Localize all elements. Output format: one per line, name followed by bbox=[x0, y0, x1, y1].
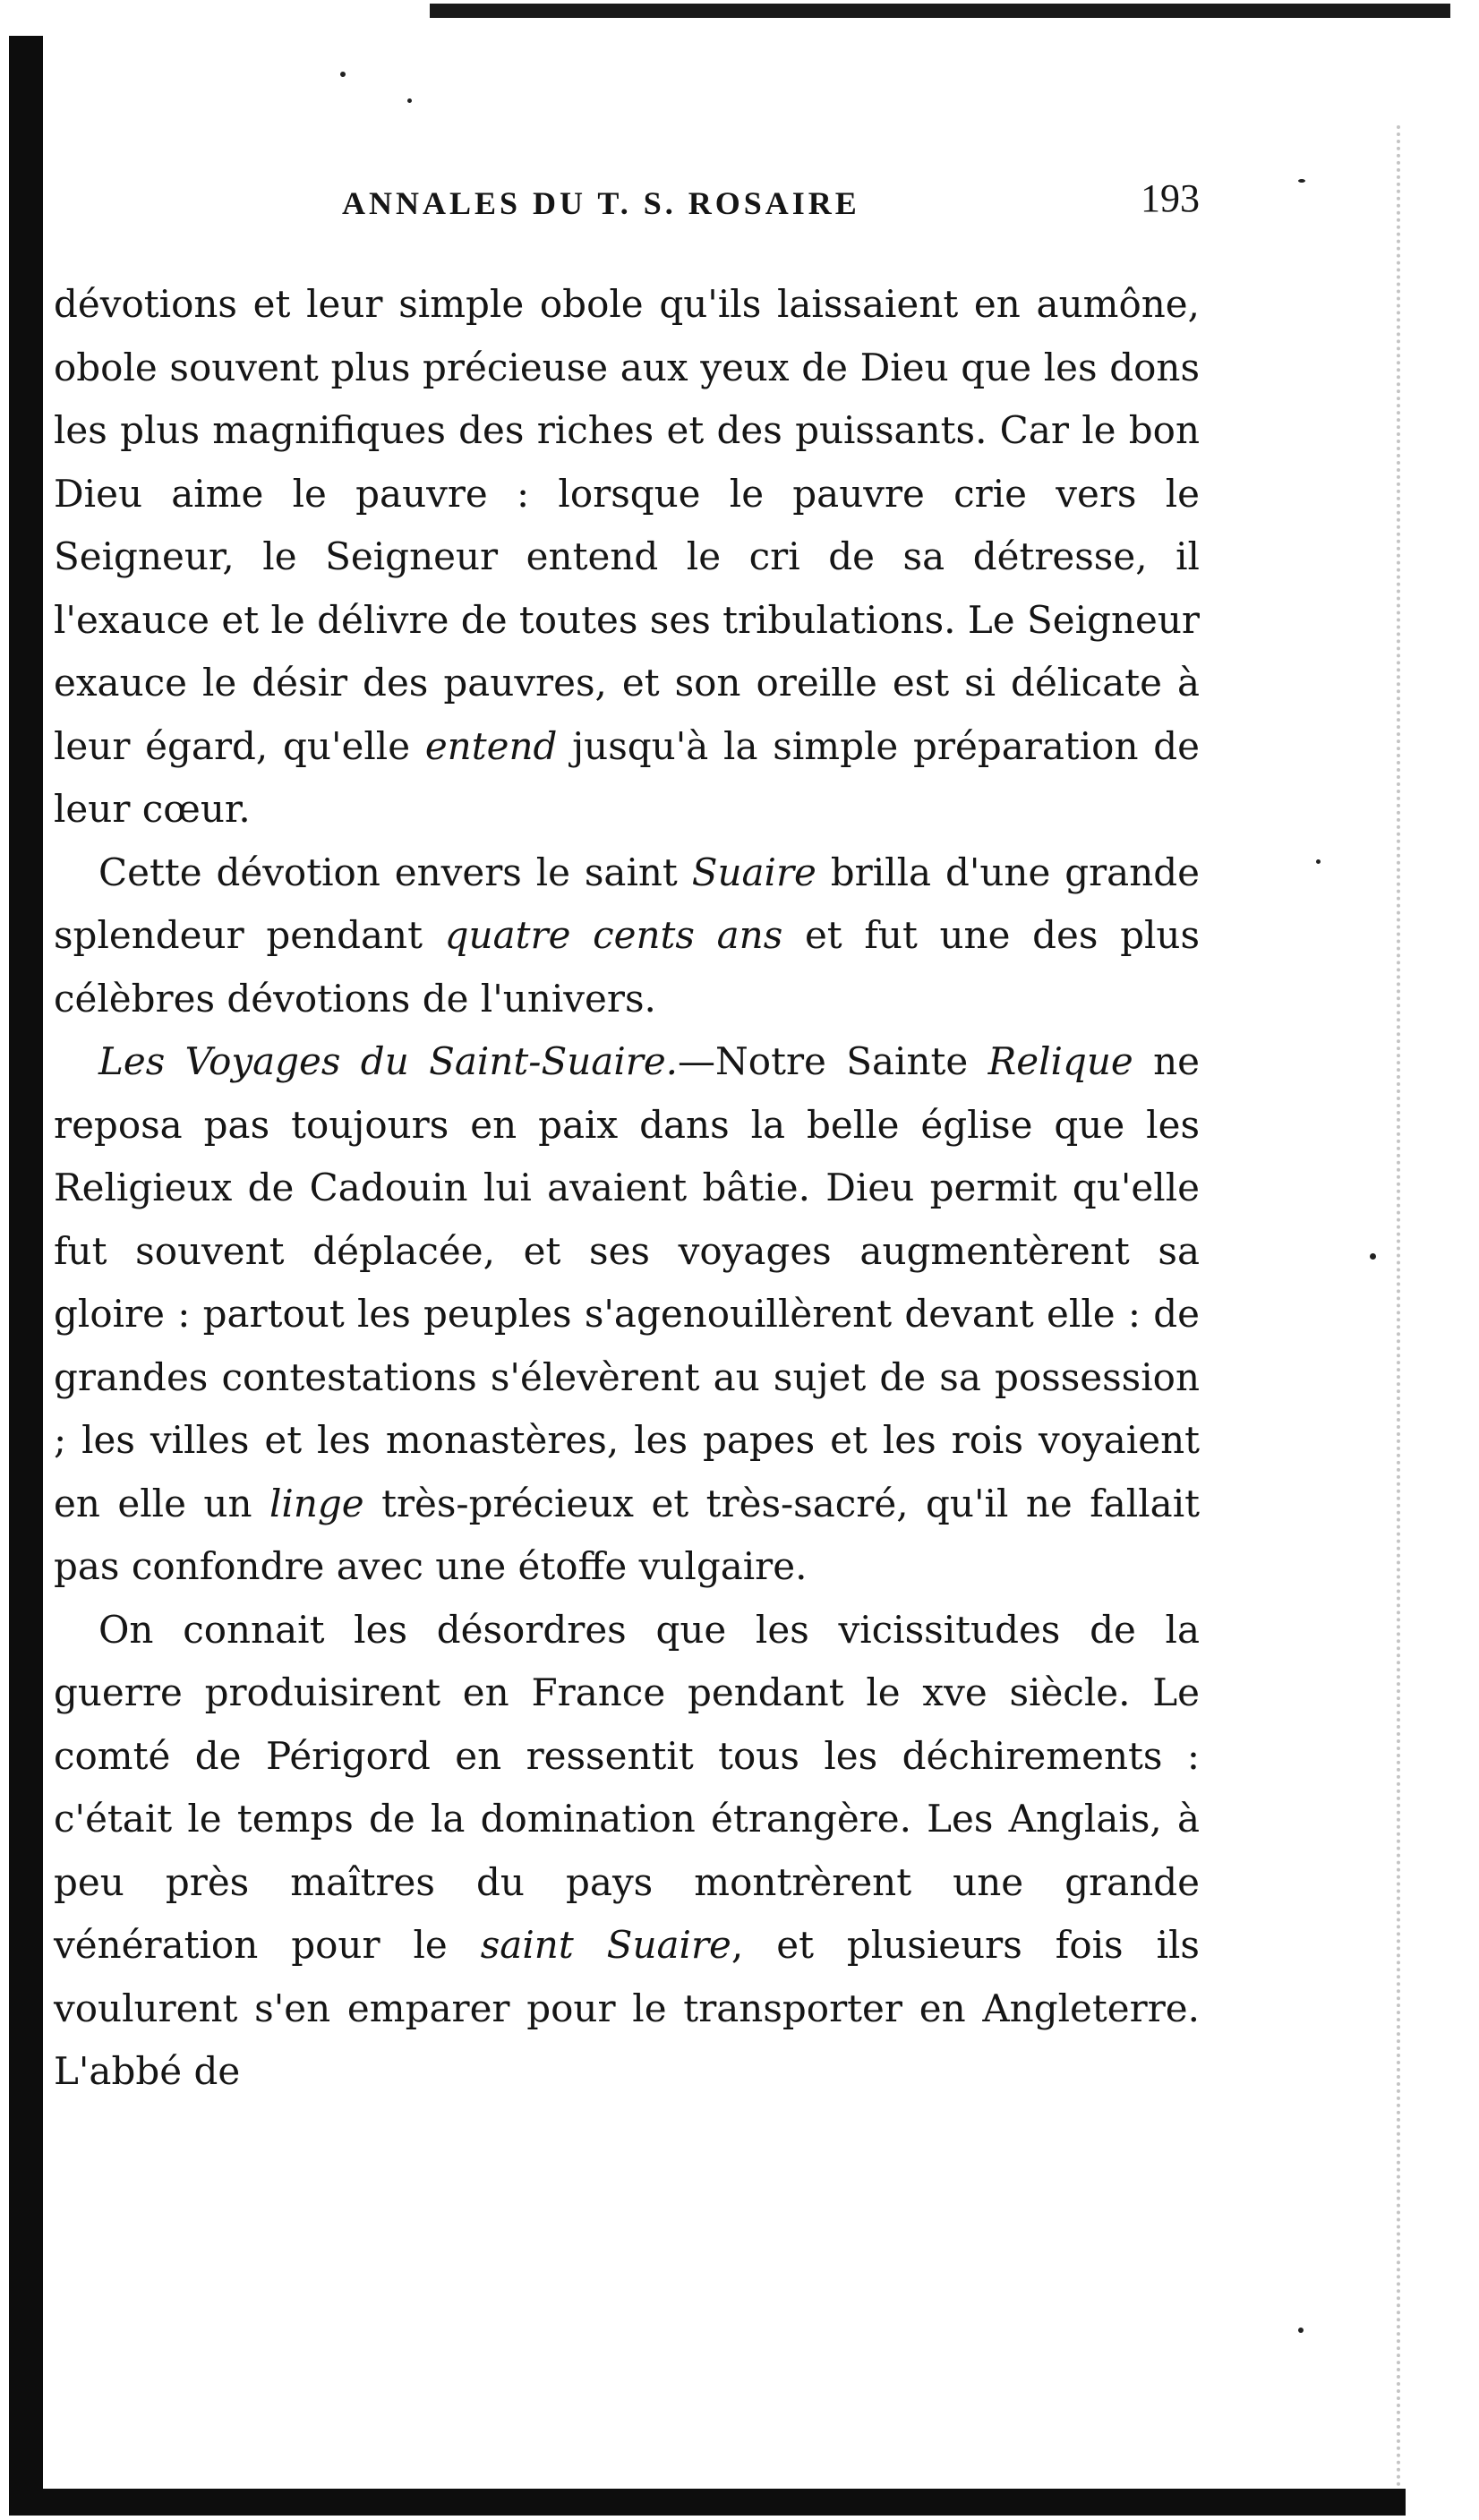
scan-speck bbox=[1316, 859, 1321, 864]
italic-text: saint Suaire bbox=[480, 1923, 731, 1967]
italic-text: linge bbox=[269, 1481, 364, 1525]
paragraph bbox=[54, 1599, 1200, 2104]
page-number: 193 bbox=[1141, 176, 1200, 220]
paragraph bbox=[54, 1030, 1200, 1599]
italic-text: Relique bbox=[987, 1039, 1133, 1083]
left-binding-shadow bbox=[9, 36, 43, 2516]
italic-text: Les Voyages du Saint-Suaire. bbox=[98, 1039, 679, 1083]
body-text bbox=[54, 273, 1200, 2104]
paragraph bbox=[54, 273, 1200, 841]
right-page-edge bbox=[1397, 125, 1454, 2489]
running-head bbox=[54, 176, 1200, 233]
scan-speck bbox=[1370, 1253, 1376, 1260]
paragraph bbox=[54, 841, 1200, 1031]
text-run: On connait les désordres que les vicissitudes de la guerre produisirent en France pendant le xve siècle. Le comté de Périgord en ressentit tous les déchirements : c'était le temps de la domination étrangère. Les Anglais, à peu près maîtres du pays montrèrent une grande vénération pour le bbox=[54, 1607, 1200, 1967]
text-run: —Notre Sainte bbox=[678, 1039, 988, 1083]
bottom-binding-shadow bbox=[9, 2489, 1406, 2516]
scan-speck bbox=[407, 98, 412, 103]
text-run: dévotions et leur simple obole qu'ils laissaient en aumône, obole souvent plus précieuse aux yeux de Dieu que les dons les plus magnifiques des riches et des puissants. Car le bon Dieu aime le pauvre : lorsque le pauvre crie vers le Seigneur, le Seigneur entend le cri de sa détresse, il l'exauce et le délivre de toutes ses tribulations. Le Seigneur exauce le désir des pauvres, et son oreille est si délicate à leur égard, qu'elle bbox=[54, 282, 1200, 768]
scan-speck bbox=[1298, 179, 1305, 183]
italic-text: Suaire bbox=[691, 850, 816, 894]
text-run: et fut une des plus célèbres dévotions de l'univers. bbox=[54, 913, 1201, 1021]
top-scan-rule bbox=[430, 4, 1450, 18]
scan-speck bbox=[340, 72, 346, 77]
text-run: ne reposa pas toujours en paix dans la belle église que les Religieux de Cadouin lui avaient bâtie. Dieu permit qu'elle fut souvent déplacée, et ses voyages augmentèrent sa gloire : partout les peuples s'agenouillèrent devant elle : de grandes contestations s'élevèrent au sujet de sa possession ; les villes et les monastères, les papes et les rois voyaient en elle un bbox=[54, 1039, 1200, 1525]
italic-text: entend bbox=[424, 723, 558, 768]
text-run: , et plusieurs fois ils voulurent s'en emparer pour le transporter en Angleterre. L'abbé de bbox=[54, 1923, 1200, 2093]
text-run: Cette dévotion envers le saint bbox=[98, 850, 692, 894]
text-run: brilla d'une grande splendeur pendant bbox=[54, 850, 1200, 957]
italic-text: quatre cents ans bbox=[444, 913, 783, 957]
text-run: jusqu'à la simple préparation de leur cœur. bbox=[54, 723, 1201, 831]
running-title: ANNALES DU T. S. ROSAIRE bbox=[342, 185, 860, 221]
text-run: très-précieux et très-sacré, qu'il ne fallait pas confondre avec une étoffe vulgaire. bbox=[54, 1481, 1200, 1588]
scan-speck bbox=[1298, 2328, 1304, 2333]
